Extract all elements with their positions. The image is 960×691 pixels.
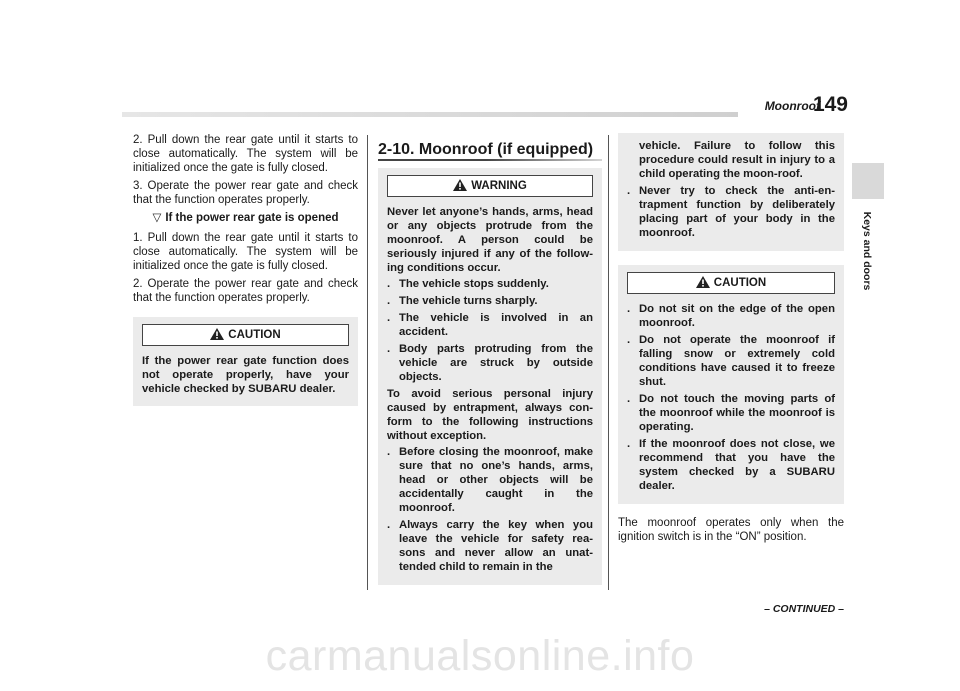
warning-box-moonroof (378, 168, 602, 585)
warning-intro: Never let anyone’s hands, arms, head or any objects protrude from the moonroof. A person could be seriously injured if any of the follow-ing conditions occur. (387, 206, 593, 274)
caution-bullet-text: Do not operate the moonroof if falling snow or extremely cold conditions have caused it to freeze shut. (639, 334, 835, 388)
running-head: Moonroof (764, 99, 820, 113)
step-2: 2. Pull down the rear gate until it starts to close automatically. The system will be initialized once the gate is fully closed. (133, 134, 358, 174)
caution-box-rear-gate (133, 317, 358, 406)
caution-header (142, 324, 349, 346)
warning-bullet-text: The vehicle is involved in an accident. (399, 312, 593, 338)
section-side-label-text: Keys and doors (861, 211, 873, 291)
caution-label: CAUTION (713, 277, 767, 289)
caution-header (627, 272, 835, 294)
warning-box-continued (618, 133, 844, 251)
caution-box-moonroof (618, 265, 844, 504)
moonroof-ignition-note: The moonroof operates only when the ignition switch is in the “ON” position. (618, 517, 844, 543)
section-side-label (850, 205, 884, 297)
bullet-marker: . (387, 312, 391, 324)
warning-bullet-text: The vehicle stops suddenly. (399, 278, 549, 290)
warning-bullet (387, 294, 593, 308)
warning-triangle-icon (210, 328, 224, 340)
bullet-marker: . (387, 343, 391, 355)
column-left (133, 133, 358, 406)
warning-bullet-text: Before closing the moonroof, make sure that no one’s hands, arms, head or other objects will be accidentally caught in the moonroof. (399, 446, 593, 514)
subheading-triangle-icon: ▽ (152, 212, 162, 224)
step-3: 3. Operate the power rear gate and check that the function operates properly. (133, 180, 358, 206)
step-2b: 2. Operate the power rear gate and check that the function operates properly. (133, 278, 358, 304)
warning-triangle-icon (696, 276, 710, 288)
warning-bullet (387, 277, 593, 291)
caution-bullet-text: If the moonroof does not close, we recommend that you have the system checked by a SUBARU dealer. (639, 438, 835, 492)
warning-header (387, 175, 593, 197)
warning-bullet-text: Body parts protruding from the vehicle are struck by outside objects. (399, 343, 593, 383)
header-rule (122, 112, 738, 117)
caution-bullet-text: Do not sit on the edge of the open moonroof. (639, 303, 835, 329)
continued-marker: – CONTINUED – (764, 603, 844, 615)
warning-label: WARNING (471, 180, 527, 192)
watermark-text: carmanualsonline.info (265, 632, 695, 680)
bullet-marker: . (627, 185, 631, 197)
warning-bullet-text: Never try to check the anti-en-trapment function by deliberately placing part of your body in the moonroof. (639, 185, 835, 239)
warning-bullet (387, 445, 593, 515)
subheading-rear-gate-opened (133, 211, 358, 225)
subheading-text: If the power rear gate is opened (165, 212, 339, 224)
column-divider-right (608, 135, 609, 590)
caution-label: CAUTION (228, 329, 281, 341)
column-right (618, 133, 844, 548)
bullet-marker: . (387, 446, 391, 458)
warning-bullet (387, 518, 593, 574)
bullet-marker: . (387, 519, 391, 531)
section-title: 2-10. Moonroof (if equipped) (378, 140, 602, 161)
warning-bullet (627, 184, 835, 240)
warning-continued-text (627, 139, 835, 181)
caution-bullet (627, 302, 835, 330)
caution-text: If the power rear gate function does not operate properly, have your vehicle checked by SUBARU dealer. (142, 355, 349, 395)
page-number: 149 (812, 93, 848, 116)
column-middle (378, 140, 602, 585)
warning-bullet-text: The vehicle turns sharply. (399, 295, 538, 307)
bullet-marker: . (627, 334, 631, 346)
warning-paragraph-2: To avoid serious personal injury caused by entrapment, always con-form to the following instructions without exception. (387, 388, 593, 442)
bullet-marker: . (387, 295, 391, 307)
bullet-marker: . (627, 438, 631, 450)
warning-continued-text-body: vehicle. Failure to follow this procedure could result in injury to a child operating the moon-roof. (639, 140, 835, 180)
step-1b: 1. Pull down the rear gate until it starts to close automatically. The system will be initialized once the gate is fully closed. (133, 232, 358, 272)
column-divider-left (367, 135, 368, 590)
warning-bullet-text: Always carry the key when you leave the vehicle for safety rea-sons and never allow an unat-tended child to remain in the (399, 519, 593, 573)
caution-bullet (627, 437, 835, 493)
section-thumb-tab (852, 163, 884, 199)
caution-bullet (627, 333, 835, 389)
warning-bullet (387, 311, 593, 339)
caution-bullet (627, 392, 835, 434)
warning-bullet (387, 342, 593, 384)
bullet-marker: . (387, 278, 391, 290)
warning-triangle-icon (453, 179, 467, 191)
caution-bullet-text: Do not touch the moving parts of the moonroof while the moonroof is operating. (639, 393, 835, 433)
bullet-marker: . (627, 303, 631, 315)
bullet-marker: . (627, 393, 631, 405)
